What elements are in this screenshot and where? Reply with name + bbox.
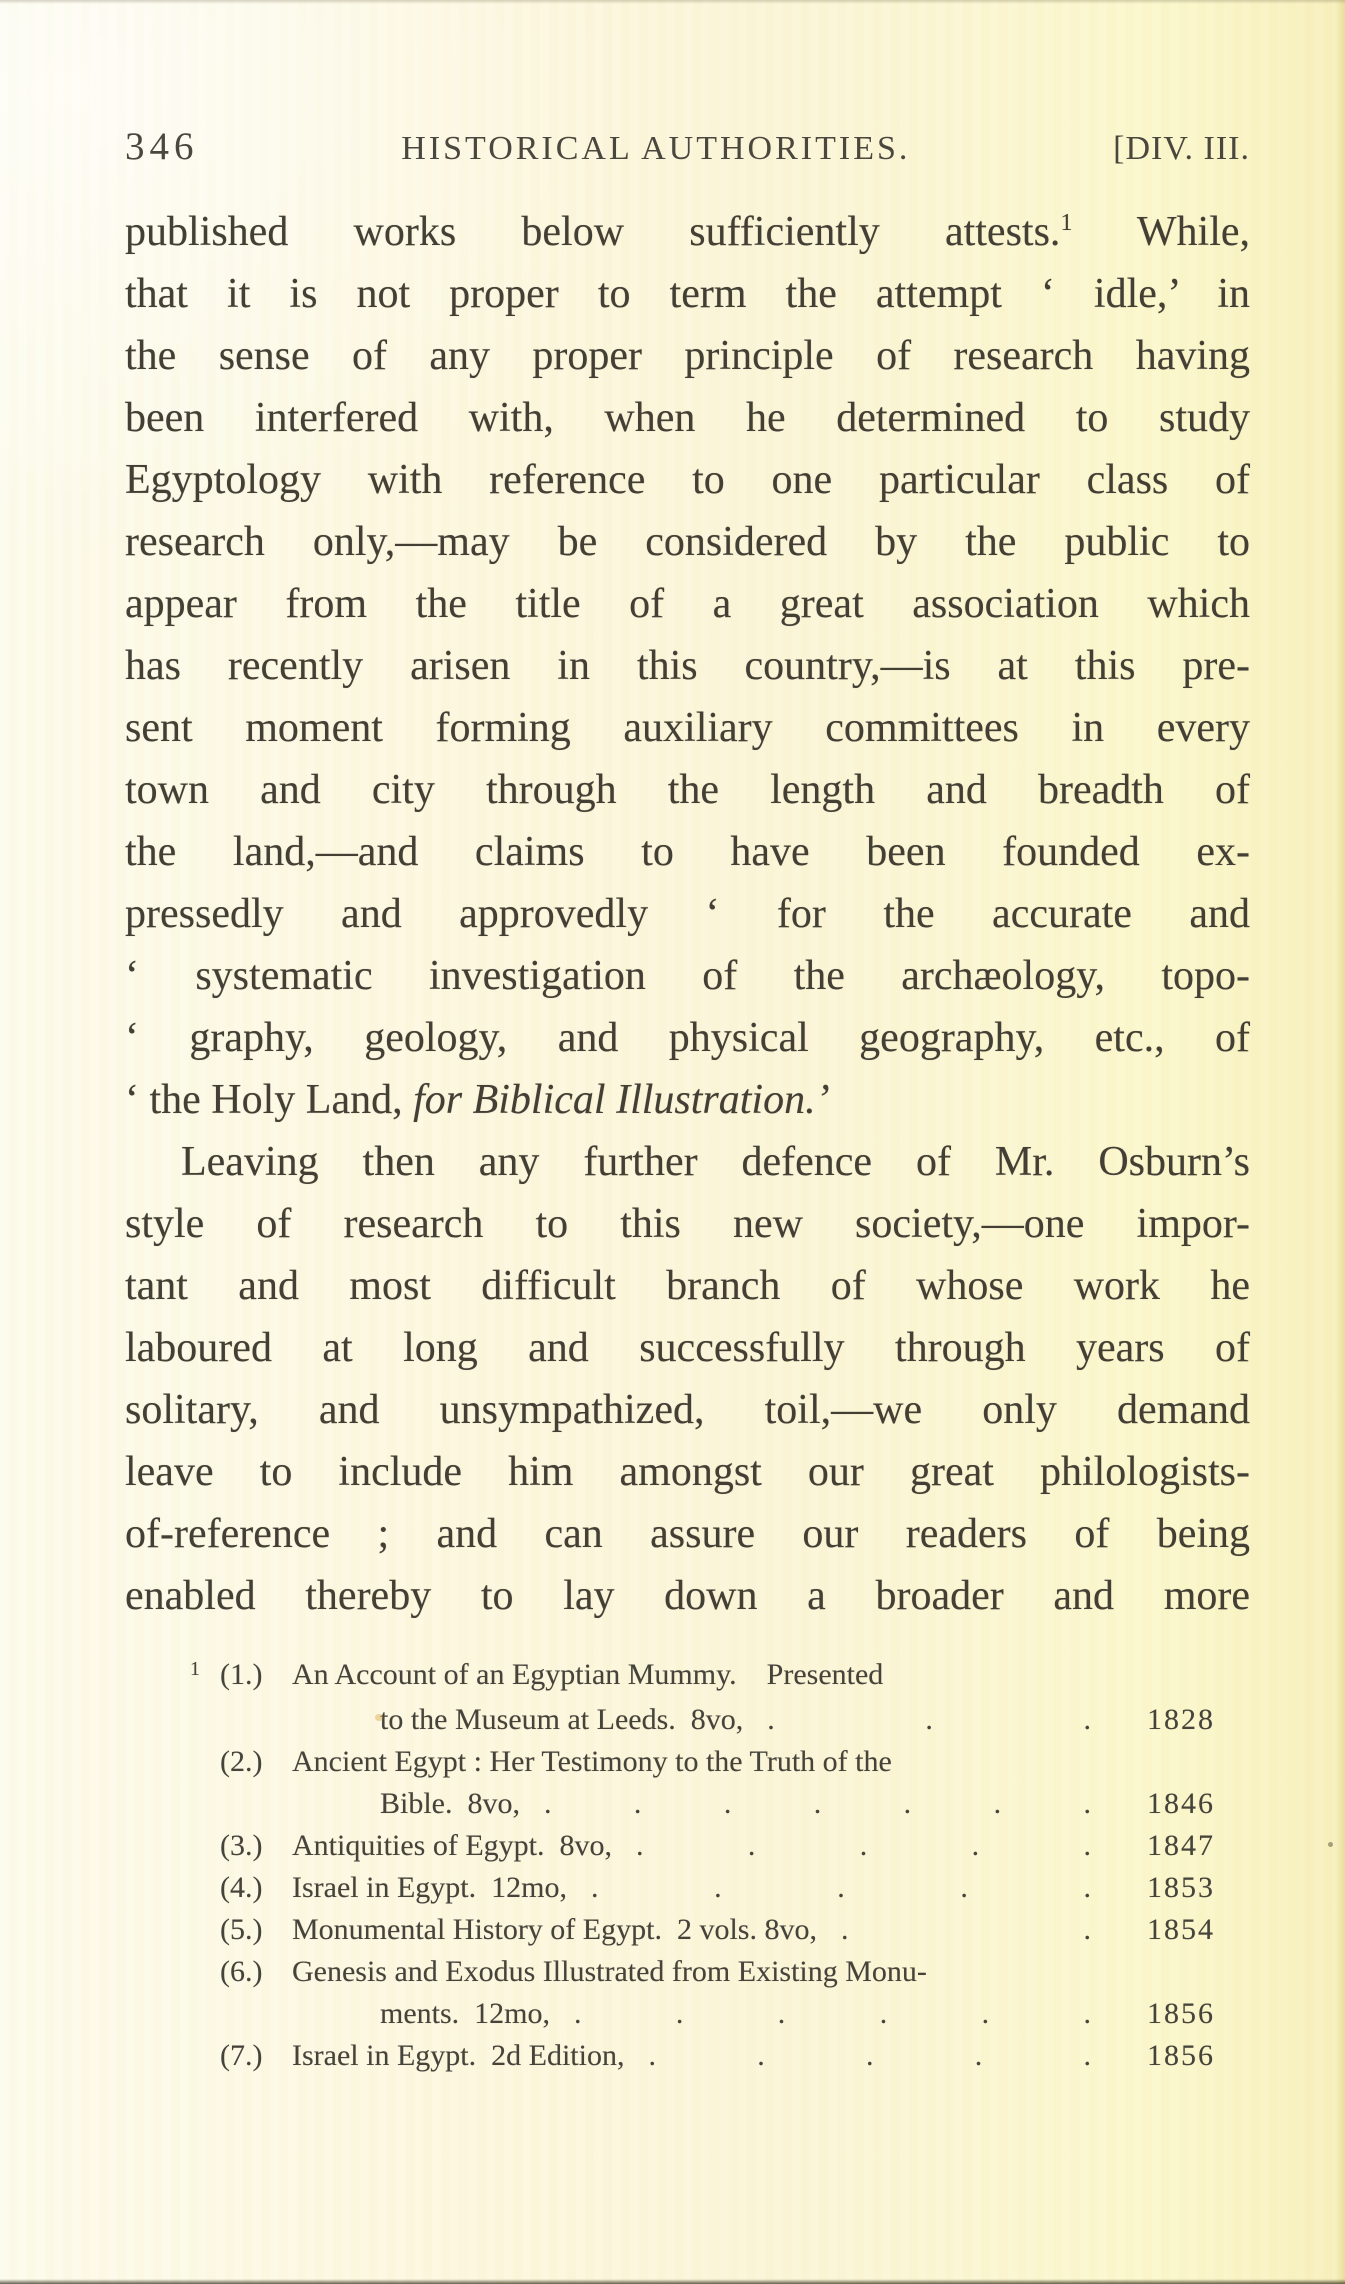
text-line-paragraph-start: Leaving then any further defence of Mr. Osburn’s: [181, 1139, 1250, 1185]
footnote-leader-dots: . . . . .: [635, 1829, 1091, 1862]
footnote-block: [190, 1654, 1215, 2077]
paper-stain: [375, 1714, 383, 1721]
text-line: style of research to this new society,—one impor-: [125, 1201, 1250, 1247]
text-line: that it is not proper to term the attempt ‘ idle,’ in: [125, 271, 1250, 317]
paper-speck: [1328, 1842, 1333, 1847]
page-top-edge-shadow: [0, 0, 1345, 4]
text-line: pressedly and approvedly ‘ for the accurate and: [125, 891, 1250, 937]
page-number: 346: [125, 125, 199, 168]
text-line: has recently arisen in this country,—is at this pre-: [125, 643, 1250, 689]
text-line: ‘ systematic investigation of the archæology, topo-: [125, 953, 1250, 999]
footnote-text: Genesis and Exodus Illustrated from Existing Monu-: [292, 1955, 927, 1988]
footnote-row: [190, 1909, 1215, 1951]
footnote-item-label: (5.): [220, 1913, 263, 1946]
footnote-text: Israel in Egypt. 2d Edition,: [292, 2039, 625, 2072]
text-line: published works below sufficiently attests.$^1$ While,: [125, 209, 1250, 255]
page-right-edge-shading: [1335, 0, 1345, 2284]
text-line: enabled thereby to lay down a broader and more: [125, 1573, 1250, 1619]
footnote-leader-dots: . . .: [767, 1703, 1091, 1736]
footnote-reference-superscript: 1: [1060, 210, 1073, 236]
text-line: laboured at long and successfully through years of: [125, 1325, 1250, 1371]
footnote-year: 1853: [1147, 1871, 1215, 1904]
footnote-text: Israel in Egypt. 12mo,: [292, 1871, 567, 1904]
text-line: of-reference ; and can assure our readers of being: [125, 1511, 1250, 1557]
text-line: tant and most difficult branch of whose work he: [125, 1263, 1250, 1309]
footnote-leader-dots: . . . . . .: [574, 1997, 1091, 2030]
footnote-text: An Account of an Egyptian Mummy. Presented: [292, 1658, 884, 1691]
footnote-marker: 1: [190, 1658, 200, 1680]
footnote-text: Ancient Egypt : Her Testimony to the Truth of the: [292, 1745, 892, 1778]
footnote-text: Bible. 8vo,: [380, 1787, 520, 1820]
footnote-text: Monumental History of Egypt. 2 vols. 8vo,: [292, 1913, 817, 1946]
footnote-leader-dots: . . . . .: [648, 2039, 1091, 2072]
text-line: town and city through the length and breadth of: [125, 767, 1250, 813]
italic-phrase: for Biblical Illustration.’: [413, 1077, 830, 1123]
text-line: ‘ graphy, geology, and physical geography, etc., of: [125, 1015, 1250, 1061]
text-line: been interfered with, when he determined to study: [125, 395, 1250, 441]
footnote-year: 1846: [1147, 1787, 1215, 1820]
footnote-row: [190, 2035, 1215, 2077]
body-text-block: [125, 192, 1250, 1627]
footnote-item-label: (7.): [220, 2039, 263, 2072]
footnote-year: 1856: [1147, 2039, 1215, 2072]
running-title: HISTORICAL AUTHORITIES.: [401, 130, 911, 167]
footnote-year: 1847: [1147, 1829, 1215, 1862]
running-header: [125, 124, 1250, 169]
footnote-row: [190, 1654, 1215, 1699]
footnote-row: [190, 1867, 1215, 1909]
text-line: Egyptology with reference to one particular class of: [125, 457, 1250, 503]
footnote-row-continuation: [190, 1699, 1215, 1741]
footnote-row-continuation: [190, 1993, 1215, 2035]
footnote-row: [190, 1951, 1215, 1993]
text-line: leave to include him amongst our great philologists-: [125, 1449, 1250, 1495]
text-line: appear from the title of a great association which: [125, 581, 1250, 627]
text-line-paragraph-end: ‘ the Holy Land, for Biblical Illustration.’: [125, 1077, 830, 1123]
footnote-text: to the Museum at Leeds. 8vo,: [380, 1703, 744, 1736]
footnote-year: 1856: [1147, 1997, 1215, 2030]
footnote-item-label: (3.): [220, 1829, 263, 1862]
footnote-year: 1828: [1147, 1703, 1215, 1736]
page-bottom-edge-shadow: [0, 2279, 1345, 2284]
footnote-item-label: (4.): [220, 1871, 263, 1904]
footnote-leader-dots: . . . . .: [590, 1871, 1091, 1904]
footnote-item-label: (1.): [220, 1658, 263, 1691]
text-line: sent moment forming auxiliary committees in every: [125, 705, 1250, 751]
text-line: research only,—may be considered by the public to: [125, 519, 1250, 565]
footnote-row: [190, 1741, 1215, 1783]
text-line: solitary, and unsympathized, toil,—we only demand: [125, 1387, 1250, 1433]
footnote-text: ments. 12mo,: [380, 1997, 550, 2030]
text-line: the sense of any proper principle of research having: [125, 333, 1250, 379]
footnote-leader-dots: . .: [840, 1913, 1091, 1946]
footnote-row: [190, 1825, 1215, 1867]
footnote-row-continuation: [190, 1783, 1215, 1825]
footnote-text: Antiquities of Egypt. 8vo,: [292, 1829, 612, 1862]
footnote-year: 1854: [1147, 1913, 1215, 1946]
division-label: [DIV. III.: [1113, 130, 1250, 167]
footnote-item-label: (6.): [220, 1955, 263, 1988]
footnote-item-label: (2.): [220, 1745, 263, 1778]
text-line: the land,—and claims to have been founded ex-: [125, 829, 1250, 875]
footnote-leader-dots: . . . . . . .: [544, 1787, 1091, 1820]
